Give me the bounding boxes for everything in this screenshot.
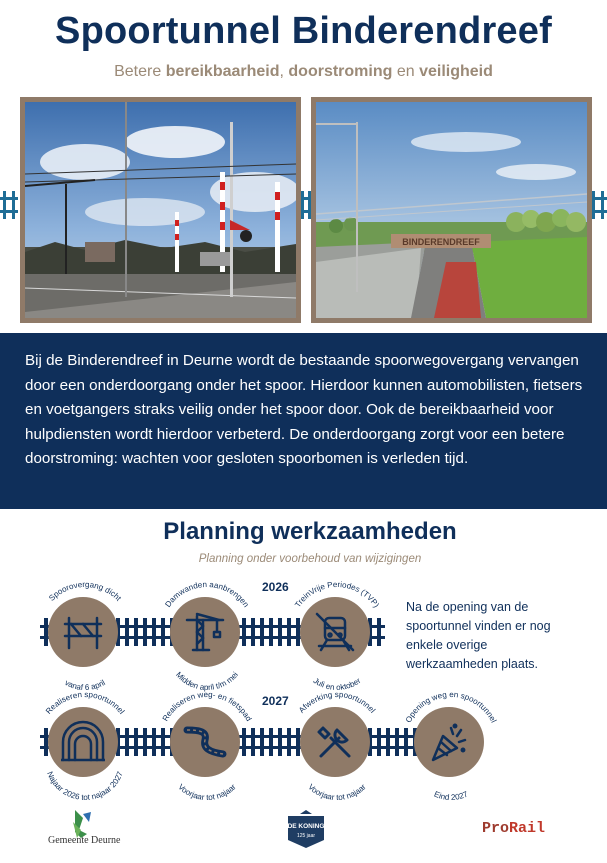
crossing-photo: [25, 102, 296, 318]
gemeente-deurne-label: Gemeente Deurne: [48, 835, 121, 846]
step-2026-2-date: Midden april t/m mei: [174, 670, 240, 693]
subtitle-bereikbaarheid: bereikbaarheid: [165, 63, 280, 80]
year-2027-label: 2027: [262, 694, 289, 708]
subtitle-text-3: en: [392, 63, 420, 80]
step-2027-4-date: Eind 2027: [432, 789, 470, 803]
intro-section: [0, 333, 607, 509]
rail-connector-left-icon: [0, 187, 18, 223]
step-2026-3-title: TreinVrije Periodes (TVP): [293, 579, 381, 610]
photo-current-crossing: [20, 97, 301, 323]
intro-text: Bij de Binderendreef in Deurne wordt de bestaande spoorwegovergang vervangen door een onderdoorgang onder het spoor. Hierdoor kunnen automobilisten, fietsers en voetgangers straks veilig onder het spoor door. Ook de bereikbaarheid voor hulpdiensten wordt hierdoor verbeterd. De onderdoorgang zorgt voor een betere doorstroming: wachten voor gesloten spoorbomen is verleden tijd.: [25, 352, 583, 467]
step-2026-2-title: Damwanden aanbrengen: [163, 579, 251, 609]
prorail-pro: Pro: [482, 820, 510, 837]
step-2027-1-date: Najaar 2026 tot najaar 2027: [45, 770, 125, 803]
de-koning-name: DE KONING: [287, 823, 325, 830]
planning-subtitle: Planning onder voorbehoud van wijzigingen: [198, 553, 422, 565]
tunnel-sign-label: BINDERENDREEF: [402, 237, 480, 247]
prorail-rail: Rail: [509, 820, 546, 837]
step-2027-3-title: Afwerking spoortunnel: [297, 690, 378, 715]
photo-tunnel-impression: [311, 97, 592, 323]
planning-note: Na de opening van de spoortunnel vinden er nog enkele overige werkzaamheden plaats.: [406, 600, 551, 671]
de-koning-years: 125 jaar: [296, 833, 316, 839]
step-2026-3-date: Juli en oktober: [311, 676, 363, 693]
step-2027-1-title: Realiseren spoortunnel: [43, 689, 127, 716]
subtitle-text-1: Betere: [114, 63, 166, 80]
de-koning-logo: [284, 810, 328, 850]
tunnel-render: [316, 102, 587, 318]
subtitle-doorstroming: doorstroming: [288, 63, 393, 80]
planning-title: Planning werkzaamheden: [163, 518, 457, 545]
page-subtitle: [0, 63, 607, 81]
step-2027-3-date: Voorjaar tot najaar: [306, 782, 368, 803]
step-2027-2-title: Realiseren weg- en fietspad: [160, 689, 254, 723]
subtitle-text-2: ,: [279, 63, 289, 80]
page-title: Spoortunnel Binderendreef: [55, 10, 552, 52]
step-2027-2-date: Voorjaar tot najaar: [176, 782, 238, 803]
prorail-logo: [482, 820, 545, 837]
step-2026-1-date: vanaf 6 april: [63, 678, 107, 693]
year-2026-label: 2026: [262, 580, 289, 594]
step-labels: [0, 560, 607, 810]
step-2027-4-title: Opening weg en spoortunnel: [403, 689, 499, 725]
step-2026-1-title: Spoorovergang dicht: [47, 579, 124, 603]
subtitle-veiligheid: veiligheid: [419, 63, 493, 80]
